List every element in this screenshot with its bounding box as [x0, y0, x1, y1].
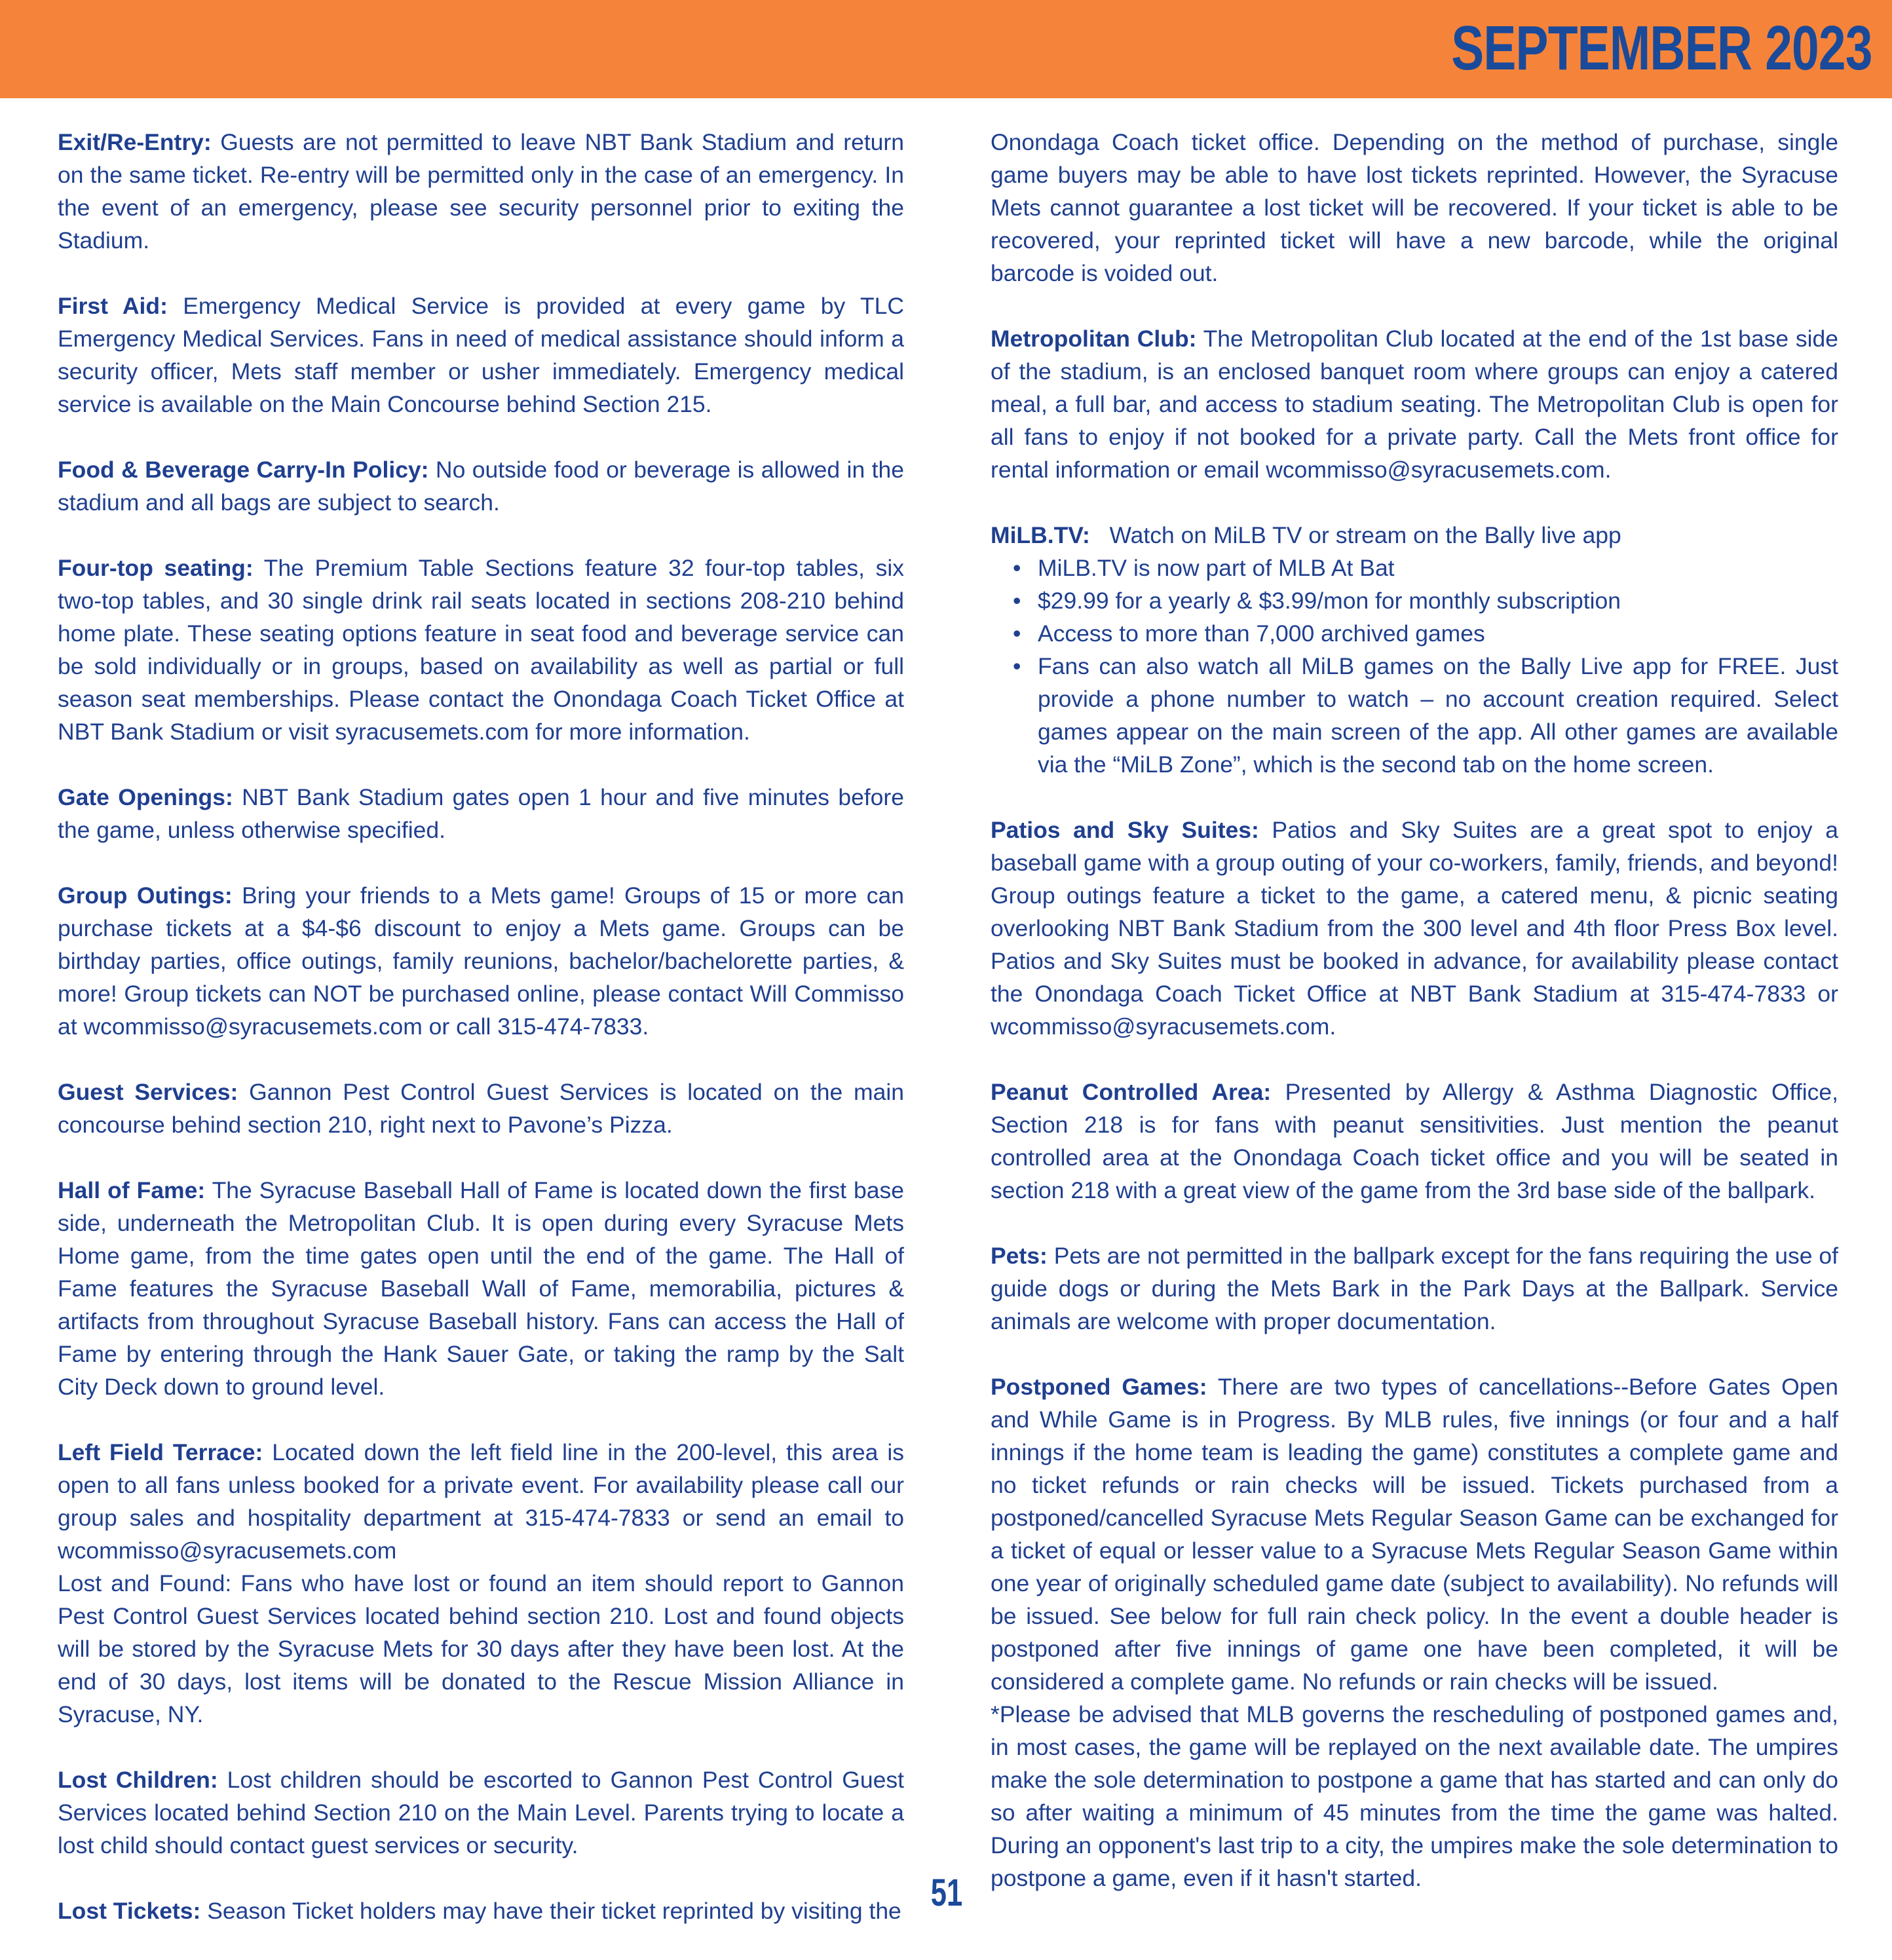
section-patios-sky-suites: [991, 814, 1838, 1043]
section-term: Four-top seating:: [58, 555, 254, 581]
section-text: *Please be advised that MLB governs the rescheduling of postponed games and, in most cases, the game will be replayed on the next available date. The umpires make the sole determination to postpone a game that has started and can only do so after waiting a minimum of 45 minutes from the time the game was halted. During an opponent's last trip to a city, the umpires make the sole determination to postpone a game, even if it hasn't started.: [991, 1701, 1838, 1891]
section-text: Presented by Allergy & Asthma Diagnostic Office, Section 218 is for fans with peanut sensitivities. Just mention the peanut controlled area at the Onondaga Coach ticket office and you will be seated in section 218 with a great view of the game from the 3rd base side of the ballpark.: [991, 1079, 1838, 1203]
section-term: Guest Services:: [58, 1079, 238, 1105]
milb-bullet-list: [991, 552, 1838, 781]
section-term: First Aid:: [58, 293, 168, 319]
section-text: Located down the left field line in the 200-level, this area is open to all fans unless booked for a private event. For availability please call our group sales and hospitality department at 315-474-7833 or send an email to wcommisso@syracusemets.com: [58, 1439, 904, 1564]
section-lost-tickets: [58, 1894, 904, 1927]
section-text: Guests are not permitted to leave NBT Bank Stadium and return on the same ticket. Re-entry will be permitted only in the case of an emergency. In the event of an emergency, please see security personnel prior to exiting the Stadium.: [58, 129, 904, 254]
section-text: Patios and Sky Suites are a great spot to enjoy a baseball game with a group outing of your co-workers, family, friends, and beyond! Group outings feature a ticket to the game, a catered menu, & picnic seating overlooking NBT Bank Stadium from the 300 level and 4th floor Press Box level. Patios and Sky Suites must be booked in advance, for availability please contact the Onondaga Coach Ticket Office at NBT Bank Stadium at 315-474-7833 or wcommisso@syracusemets.com.: [991, 817, 1838, 1040]
section-term: Metropolitan Club:: [991, 326, 1197, 352]
section-exit-reentry: [58, 126, 904, 257]
section-term: Lost Tickets:: [58, 1898, 201, 1924]
section-term: Peanut Controlled Area:: [991, 1079, 1272, 1105]
list-item: • Fans can also watch all MiLB games on the Bally Live app for FREE. Just provide a phone number to watch – no account creation required. Select games appear on the main screen of the app. All other games are available via the “MiLB Zone”, which is the second tab on the home screen.: [991, 650, 1838, 781]
section-term: Patios and Sky Suites:: [991, 817, 1259, 843]
section-first-aid: [58, 290, 904, 421]
section-postponed-advisory: [991, 1698, 1838, 1894]
section-text: Season Ticket holders may have their ticket reprinted by visiting the: [200, 1898, 901, 1924]
section-left-field-terrace: [58, 1436, 904, 1567]
section-text: The Premium Table Sections feature 32 four-top tables, six two-top tables, and 30 single drink rail seats located in sections 208-210 behind home plate. These seating options feature in seat food and beverage service can be sold individually or in groups, based on availability as well as partial or full season seat memberships. Please contact the Onondaga Coach Ticket Office at NBT Bank Stadium or visit syracusemets.com for more information.: [58, 555, 905, 745]
list-item: • $29.99 for a yearly & $3.99/mon for monthly subscription: [991, 584, 1838, 617]
section-text: No outside food or beverage is allowed in the stadium and all bags are subject to search.: [58, 457, 904, 516]
right-column: [991, 126, 1838, 1927]
section-term: Food & Beverage Carry-In Policy:: [58, 457, 429, 483]
page-number: 51: [930, 1872, 963, 1914]
section-milb-tv: [991, 519, 1838, 552]
section-four-top-seating: [58, 552, 904, 748]
section-guest-services: [58, 1076, 904, 1141]
section-text: The Syracuse Baseball Hall of Fame is located down the first base side, underneath the Metropolitan Club. It is open during every Syracuse Mets Home game, from the time gates open until the end of the game. The Hall of Fame features the Syracuse Baseball Wall of Fame, memorabilia, pictures & artifacts from throughout Syracuse Baseball history. Fans can access the Hall of Fame by entering through the Hank Sauer Gate, or taking the ramp by the Salt City Deck down to ground level.: [58, 1177, 904, 1400]
section-text: The Metropolitan Club located at the end of the 1st base side of the stadium, is an enclosed banquet room where groups can enjoy a catered meal, a full bar, and access to stadium seating. The Metropolitan Club is open for all fans to enjoy if not booked for a private party. Call the Mets front office for rental information or email wcommisso@syracusemets.com.: [991, 326, 1838, 483]
section-text: Pets are not permitted in the ballpark except for the fans requiring the use of guide dogs or during the Mets Bark in the Park Days at the Ballpark. Service animals are welcome with proper documentation.: [991, 1243, 1838, 1334]
section-term: Pets:: [991, 1243, 1048, 1269]
section-term: MiLB.TV:: [991, 522, 1090, 548]
section-text: Watch on MiLB TV or stream on the Bally live app: [1089, 522, 1621, 548]
section-term: Group Outings:: [58, 882, 233, 909]
left-column: [58, 126, 904, 1960]
section-term: Hall of Fame:: [58, 1177, 206, 1203]
page-title: SEPTEMBER 2023: [1451, 13, 1872, 83]
section-lost-children: [58, 1763, 904, 1862]
section-gate-openings: [58, 781, 904, 846]
section-text: Emergency Medical Service is provided at every game by TLC Emergency Medical Services. Fans in need of medical assistance should inform a security officer, Mets staff member or usher immediately. Emergency medical service is available on the Main Concourse behind Section 215.: [58, 293, 905, 417]
list-item: • Access to more than 7,000 archived games: [991, 617, 1838, 650]
section-food-beverage: [58, 453, 904, 519]
section-text: Gannon Pest Control Guest Services is located on the main concourse behind section 210, right next to Pavone’s Pizza.: [58, 1079, 904, 1138]
section-term: Left Field Terrace:: [58, 1439, 263, 1465]
section-metropolitan-club: [991, 322, 1838, 486]
section-text: NBT Bank Stadium gates open 1 hour and five minutes before the game, unless otherwise specified.: [58, 784, 904, 843]
section-term: Postponed Games:: [991, 1374, 1207, 1400]
section-text: Bring your friends to a Mets game! Groups of 15 or more can purchase tickets at a $4-$6 discount to enjoy a Mets game. Groups can be birthday parties, office outings, family reunions, bachelor/bachelorette parties, & more! Group tickets can NOT be purchased online, please contact Will Commisso at wcommisso@syracusemets.com or call 315-474-7833.: [58, 882, 905, 1040]
section-group-outings: [58, 879, 904, 1043]
section-term: Gate Openings:: [58, 784, 233, 810]
header-bar: [0, 0, 1892, 98]
section-text: Onondaga Coach ticket office. Depending on the method of purchase, single game buyers may be able to have lost tickets reprinted. However, the Syracuse Mets cannot guarantee a lost ticket will be recovered. If your ticket is able to be recovered, your reprinted ticket will have a new barcode, while the original barcode is voided out.: [991, 129, 1838, 286]
section-hall-of-fame: [58, 1174, 904, 1403]
section-peanut-controlled-area: [991, 1076, 1838, 1207]
section-text: Lost children should be escorted to Gannon Pest Control Guest Services located behind Section 210 on the Main Level. Parents trying to locate a lost child should contact guest services or security.: [58, 1767, 904, 1858]
section-text: There are two types of cancellations--Before Gates Open and While Game is in Progress. By MLB rules, five innings (or four and a half innings if the home team is leading the game) constitutes a complete game and no ticket refunds or rain checks will be issued. Tickets purchased from a postponed/cancelled Syracuse Mets Regular Season Game can be exchanged for a ticket of equal or lesser value to a Syracuse Mets Regular Season Game within one year of originally scheduled game date (subject to availability). No refunds will be issued. See below for full rain check policy. In the event a double header is postponed after five innings of game one have been completed, it will be considered a complete game. No refunds or rain checks will be issued.: [991, 1374, 1838, 1695]
list-item: • MiLB.TV is now part of MLB At Bat: [991, 552, 1838, 584]
section-lost-and-found: [58, 1567, 904, 1731]
section-postponed-games: [991, 1370, 1838, 1698]
section-lost-tickets-continued: [991, 126, 1838, 290]
section-pets: [991, 1239, 1838, 1338]
section-term: Exit/Re-Entry:: [58, 129, 212, 155]
section-text: Lost and Found: Fans who have lost or found an item should report to Gannon Pest Control Guest Services located behind section 210. Lost and found objects will be stored by the Syracuse Mets for 30 days after they have been lost. At the end of 30 days, lost items will be donated to the Rescue Mission Alliance in Syracuse, NY.: [58, 1570, 904, 1727]
section-term: Lost Children:: [58, 1767, 218, 1793]
